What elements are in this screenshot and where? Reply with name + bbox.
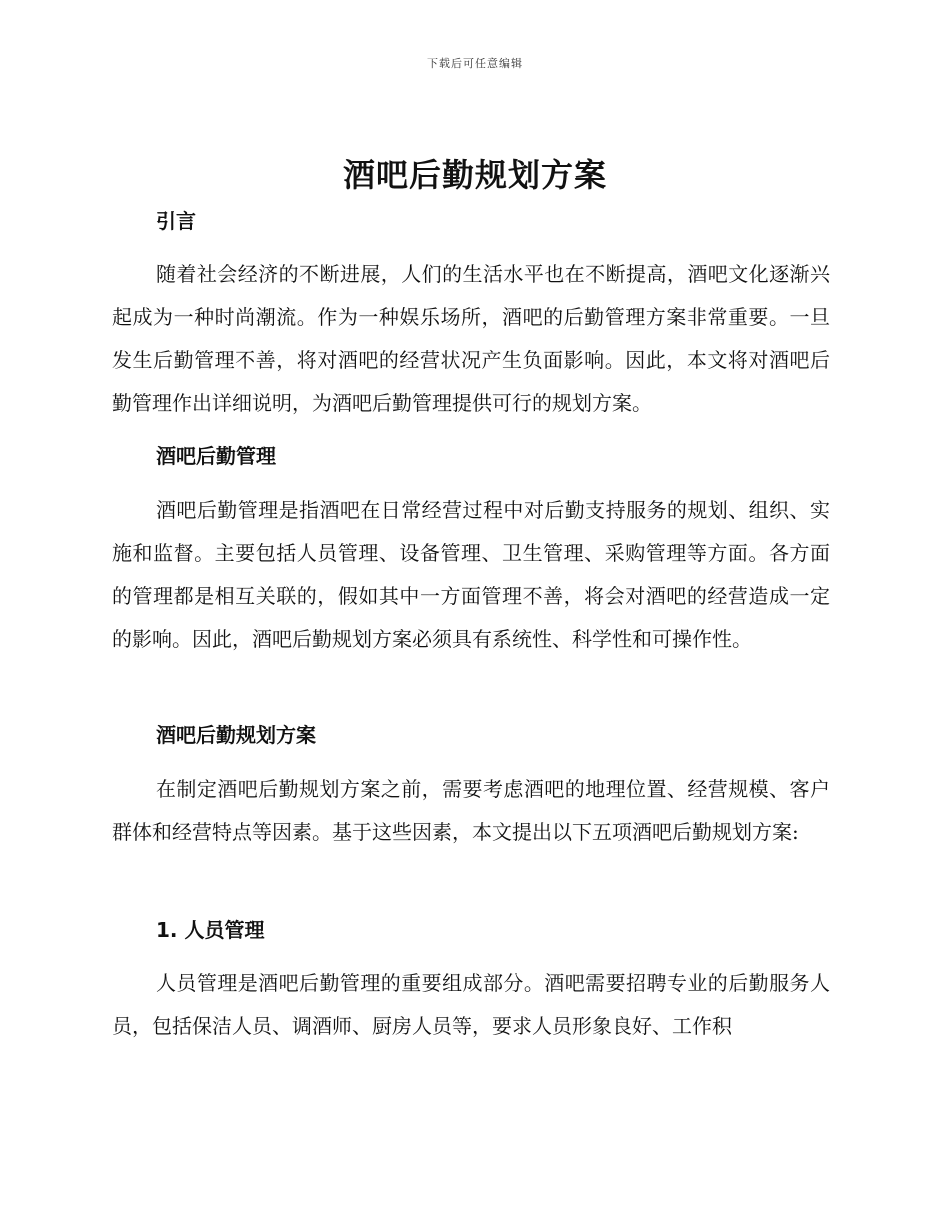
header-note: 下载后可任意编辑 <box>427 57 523 70</box>
section-paragraph-intro: 随着社会经济的不断进展，人们的生活水平也在不断提高，酒吧文化逐渐兴起成为一种时尚潮流。作为一种娱乐场所，酒吧的后勤管理方案非常重要。一旦发生后勤管理不善，将对酒吧的经营状况产生负面影响。因此，本文将对酒吧后勤管理作出详细说明，为酒吧后勤管理提供可行的规划方案。 <box>112 262 830 415</box>
document-title: 酒吧后勤规划方案 <box>342 156 607 194</box>
section-heading-logistics-plan: 酒吧后勤规划方案 <box>156 723 316 747</box>
section-heading-logistics-management: 酒吧后勤管理 <box>156 444 276 468</box>
section-paragraph-logistics-plan: 在制定酒吧后勤规划方案之前，需要考虑酒吧的地理位置、经营规模、客户群体和经营特点等因素。基于这些因素，本文提出以下五项酒吧后勤规划方案: <box>112 777 830 844</box>
section-paragraph-personnel-management: 人员管理是酒吧后勤管理的重要组成部分。酒吧需要招聘专业的后勤服务人员，包括保洁人员、调酒师、厨房人员等，要求人员形象良好、工作积 <box>112 971 830 1038</box>
section-heading-intro: 引言 <box>156 209 196 233</box>
section-paragraph-logistics-management: 酒吧后勤管理是指酒吧在日常经营过程中对后勤支持服务的规划、组织、实施和监督。主要包括人员管理、设备管理、卫生管理、采购管理等方面。各方面的管理都是相互关联的，假如其中一方面管理不善，将会对酒吧的经营造成一定的影响。因此，酒吧后勤规划方案必须具有系统性、科学性和可操作性。 <box>112 498 830 651</box>
section-heading-personnel-management: 1. 人员管理 <box>156 918 265 942</box>
